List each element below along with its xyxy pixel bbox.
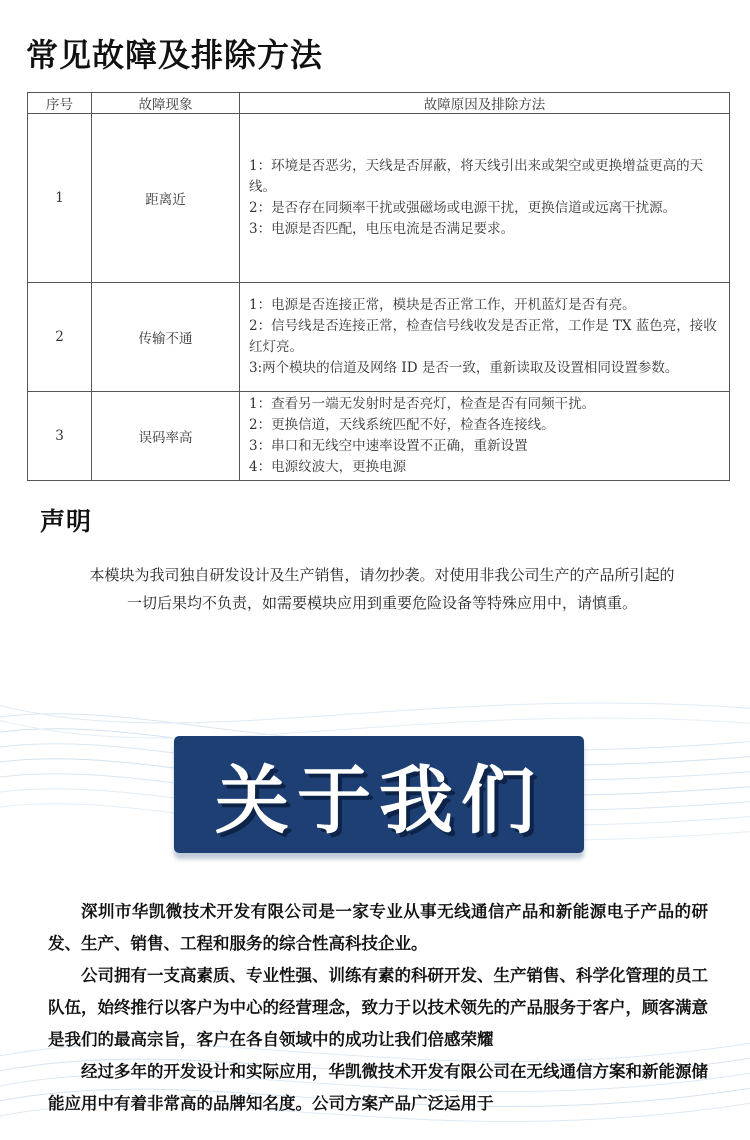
row-symptom: 传输不通 — [92, 283, 240, 392]
about-paragraph: 经过多年的开发设计和实际应用，华凯微技术开发有限公司在无线通信方案和新能源储能应用中有着非常高的品牌知名度。公司方案产品广泛运用于 — [48, 1062, 708, 1113]
faults-table — [27, 92, 730, 481]
header-solution: 故障原因及排除方法 — [240, 93, 730, 114]
table-header-row — [28, 93, 730, 114]
row-number: 2 — [28, 283, 92, 392]
declaration-line: 一切后果均不负责，如需要模块应用到重要危险设备等特殊应用中，请慎重。 — [126, 594, 637, 612]
declaration-title: 声明 — [40, 507, 93, 536]
header-symptom: 故障现象 — [92, 93, 240, 114]
header-number: 序号 — [28, 93, 92, 114]
solution-line: 1：查看另一端无发射时是否亮灯，检查是否有同频干扰。 — [249, 396, 596, 412]
row-solution — [240, 114, 730, 283]
row-number: 1 — [28, 114, 92, 283]
row-symptom: 误码率高 — [92, 392, 240, 481]
table-row — [28, 392, 730, 481]
faults-section-title: 常见故障及排除方法 — [26, 36, 324, 74]
row-solution — [240, 392, 730, 481]
declaration-text — [22, 561, 742, 617]
about-title: 关于我们 — [215, 757, 543, 844]
row-symptom: 距离近 — [92, 114, 240, 283]
solution-line: 2：是否存在同频率干扰或强磁场或电源干扰，更换信道或远离干扰源。 — [249, 200, 677, 216]
solution-line: 4：电源纹波大，更换电源 — [249, 459, 407, 475]
table-row — [28, 283, 730, 392]
solution-line: 3：串口和无线空中速率设置不正确，重新设置 — [249, 438, 528, 454]
about-paragraph: 公司拥有一支高素质、专业性强、训练有素的科研开发、生产销售、科学化管理的员工队伍，始终推行以客户为中心的经营理念，致力于以技术领先的产品服务于客户，顾客满意是我们的最高宗旨，客户在各自领域中的成功让我们倍感荣耀 — [48, 966, 708, 1049]
row-number: 3 — [28, 392, 92, 481]
about-text — [48, 896, 708, 1120]
solution-line: 1：环境是否恶劣，天线是否屏蔽，将天线引出来或架空或更换增益更高的天线。 — [249, 158, 704, 195]
table-row — [28, 114, 730, 283]
row-solution — [240, 283, 730, 392]
declaration-line: 本模块为我司独自研发设计及生产销售，请勿抄袭。对使用非我公司生产的产品所引起的 — [89, 566, 675, 584]
solution-line: 3：电源是否匹配，电压电流是否满足要求。 — [249, 221, 515, 237]
solution-line: 3:两个模块的信道及网络 ID 是否一致，重新读取及设置相同设置参数。 — [249, 360, 679, 376]
solution-line: 2：信号线是否连接正常，检查信号线收发是否正常，工作是 TX 蓝色亮，接收红灯亮。 — [249, 318, 717, 355]
solution-line: 2：更换信道，天线系统匹配不好，检查各连接线。 — [249, 417, 555, 433]
solution-line: 1：电源是否连接正常，模块是否正常工作，开机蓝灯是否有亮。 — [249, 297, 636, 313]
about-paragraph: 深圳市华凯微技术开发有限公司是一家专业从事无线通信产品和新能源电子产品的研发、生产、销售、工程和服务的综合性高科技企业。 — [48, 902, 708, 953]
about-banner — [174, 736, 584, 853]
